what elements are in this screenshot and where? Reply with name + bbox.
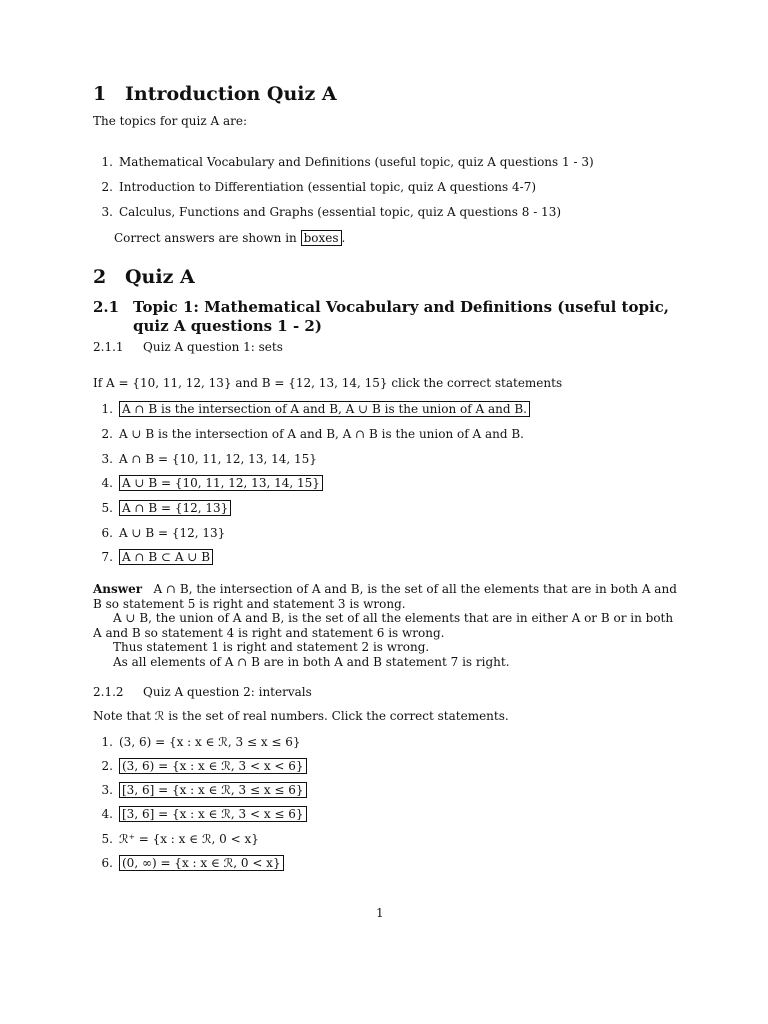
q2-option[interactable] (93, 759, 307, 773)
option-number: 6. (101, 856, 113, 870)
answer-line: A ∩ B, the intersection of A and B, is the set of all the elements that are in both A and B so statement 5 is right and statement 3 is wrong. (93, 582, 677, 611)
answer-block (93, 582, 683, 669)
q2-option[interactable] (93, 832, 259, 846)
q2-option[interactable] (93, 807, 307, 821)
option-text-correct[interactable]: A ∪ B = {10, 11, 12, 13, 14, 15} (119, 475, 323, 491)
option-number: 6. (101, 526, 113, 540)
q1-option[interactable] (93, 476, 323, 490)
section-title: Quiz A (125, 266, 195, 288)
subsection-2-1-heading (93, 298, 683, 336)
option-text-correct[interactable]: A ∩ B is the intersection of A and B, A ∪ B is the union of A and B. (119, 401, 530, 417)
option-text[interactable]: A ∪ B is the intersection of A and B, A ∩ B is the union of A and B. (119, 427, 524, 441)
section-number: 2 (93, 266, 107, 288)
q2-option[interactable] (93, 735, 301, 749)
option-number: 4. (101, 476, 113, 490)
topic-item (93, 155, 594, 169)
question-1-prompt: If A = {10, 11, 12, 13} and B = {12, 13, 14, 15} click the correct statements (93, 376, 563, 390)
subsection-title: Topic 1: Mathematical Vocabulary and Definitions (useful topic, quiz A questions 1 - 2) (133, 298, 669, 335)
note-text: Correct answers are shown in (114, 231, 301, 245)
option-number: 3. (101, 452, 113, 466)
option-text[interactable]: (3, 6) = {x : x ∈ ℛ, 3 ≤ x ≤ 6} (119, 735, 301, 749)
option-number: 1. (101, 402, 113, 416)
question-title: Quiz A question 2: intervals (143, 685, 312, 699)
option-number: 3. (101, 783, 113, 797)
topic-item (93, 180, 536, 194)
question-number: 2.1.1 (93, 340, 124, 354)
question-title: Quiz A question 1: sets (143, 340, 283, 354)
question-number: 2.1.2 (93, 685, 124, 699)
option-text-correct[interactable]: A ∩ B = {12, 13} (119, 500, 231, 516)
topic-text: Calculus, Functions and Graphs (essential topic, quiz A questions 8 - 13) (119, 205, 562, 219)
question-2-prompt: Note that ℛ is the set of real numbers. Click the correct statements. (93, 709, 509, 723)
q1-option[interactable] (93, 402, 530, 416)
note-end: . (341, 231, 346, 245)
answer-line: A ∪ B, the union of A and B, is the set of all the elements that are in either A or B or in both A and B so statement 4 is right and statement 6 is wrong. (93, 611, 674, 640)
page-number: 1 (376, 906, 384, 920)
q2-option[interactable] (93, 783, 307, 797)
q1-option[interactable] (93, 526, 225, 540)
option-text[interactable]: A ∩ B = {10, 11, 12, 13, 14, 15} (119, 452, 317, 466)
question-1-heading (93, 340, 283, 354)
option-number: 7. (101, 550, 113, 564)
topic-text: Introduction to Differentiation (essential topic, quiz A questions 4-7) (119, 180, 537, 194)
answer-paragraph (93, 582, 683, 611)
option-number: 5. (101, 832, 113, 846)
option-text-correct[interactable]: (0, ∞) = {x : x ∈ ℛ, 0 < x} (119, 855, 284, 871)
section-1-heading (93, 83, 337, 105)
topic-text: Mathematical Vocabulary and Definitions (useful topic, quiz A questions 1 - 3) (119, 155, 594, 169)
section-title: Introduction Quiz A (125, 83, 337, 105)
intro-text: The topics for quiz A are: (93, 114, 248, 128)
subsection-number: 2.1 (93, 298, 120, 316)
option-number: 4. (101, 807, 113, 821)
section-number: 1 (93, 83, 107, 105)
q1-option[interactable] (93, 452, 317, 466)
option-text-correct[interactable]: [3, 6] = {x : x ∈ ℛ, 3 < x ≤ 6} (119, 806, 307, 822)
option-number: 5. (101, 501, 113, 515)
option-text-correct[interactable]: A ∩ B ⊂ A ∪ B (119, 549, 213, 565)
option-text[interactable]: ℛ⁺ = {x : x ∈ ℛ, 0 < x} (119, 832, 259, 846)
q1-option[interactable] (93, 501, 231, 515)
section-2-heading (93, 266, 195, 288)
correct-answers-note (114, 231, 345, 245)
question-2-heading (93, 685, 312, 699)
option-number: 1. (101, 735, 113, 749)
boxes-example: boxes (301, 230, 342, 246)
answer-line: Thus statement 1 is right and statement 2 is wrong. (113, 640, 430, 654)
topic-number: 1. (101, 155, 113, 169)
option-number: 2. (101, 427, 113, 441)
topic-item (93, 205, 561, 219)
answer-label: Answer (93, 582, 143, 596)
q1-option[interactable] (93, 427, 524, 441)
q2-option[interactable] (93, 856, 284, 870)
topic-number: 2. (101, 180, 113, 194)
q1-option[interactable] (93, 550, 213, 564)
option-text-correct[interactable]: (3, 6) = {x : x ∈ ℛ, 3 < x < 6} (119, 758, 307, 774)
option-number: 2. (101, 759, 113, 773)
option-text[interactable]: A ∪ B = {12, 13} (119, 526, 226, 540)
topic-number: 3. (101, 205, 113, 219)
option-text-correct[interactable]: [3, 6] = {x : x ∈ ℛ, 3 ≤ x ≤ 6} (119, 782, 307, 798)
answer-line: As all elements of A ∩ B are in both A and B statement 7 is right. (113, 654, 510, 669)
